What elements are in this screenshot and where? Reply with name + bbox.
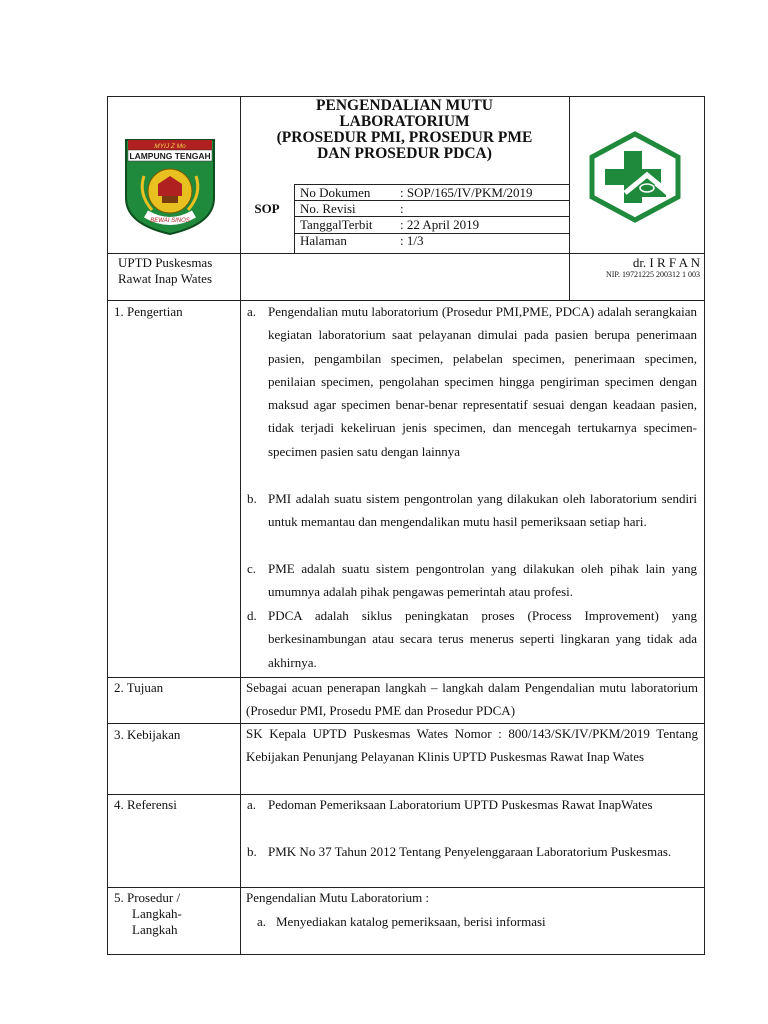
section-label-pengertian: 1. Pengertian: [114, 304, 183, 319]
list-item: [247, 840, 697, 887]
label-line-3: Langkah: [132, 922, 178, 937]
item-marker: b.: [247, 844, 257, 859]
list-item: [247, 604, 697, 674]
item-text: Pengendalian mutu laboratorium (Prosedur PMI,PME, PDCA) adalah serangkaian kegiatan laboratorium saat pelayanan dimulai pada pasien berupa penerimaan pasien, pengambilan specimen, pelabelan specimen, penerimaan specimen, penilaian specimen, pengolahan specimen hingga pengiriman specimen dengan maksud agar specimen benar-benar representatif sesuai dengan keadaan pasien, tidak terjadi kekeliruan jenis specimen, dan mencegah tertukarnya specimen-specimen pasien satu dengan lainnya: [268, 304, 697, 459]
title-line-4: DAN PROSEDUR PDCA): [317, 145, 492, 162]
item-text: PDCA adalah siklus peningkatan proses (Process Improvement) yang berkesinambungan atau secara terus menerus seperti lingkaran yang tidak ada akhirnya.: [268, 608, 697, 670]
logo-motto-bottom: BEWAI SINOS: [150, 218, 190, 224]
meta-value: : SOP/165/IV/PKM/2019: [400, 185, 533, 200]
puskesmas-logo: [587, 131, 683, 223]
item-marker: a.: [247, 304, 257, 319]
section-label-referensi: 4. Referensi: [114, 797, 177, 812]
meta-value: : 1/3: [400, 233, 424, 248]
list-item: [247, 487, 697, 557]
title-line-1: PENGENDALIAN MUTU: [316, 97, 493, 114]
lampung-tengah-logo: [124, 136, 216, 236]
item-text: PMI adalah suatu sistem pengontrolan yang dilakukan oleh laboratorium sendiri untuk memantau dan mengendalikan mutu hasil pemeriksaan setiap hari.: [268, 491, 697, 530]
item-text: Pedoman Pemeriksaan Laboratorium UPTD Puskesmas Rawat InapWates: [268, 797, 653, 812]
label-line-1: 5. Prosedur /: [114, 890, 181, 905]
sop-label: SOP: [254, 201, 280, 216]
meta-row-no-dokumen: [300, 185, 566, 201]
meta-label: No. Revisi: [300, 201, 356, 216]
item-marker: c.: [247, 561, 257, 576]
meta-label: Halaman: [300, 233, 347, 248]
meta-value: : 22 April 2019: [400, 217, 480, 232]
title-line-3: (PROSEDUR PMI, PROSEDUR PME: [276, 129, 533, 146]
list-item: [247, 793, 697, 840]
logo-region-text: LAMPUNG TENGAH: [129, 151, 211, 161]
meta-row-no-revisi: [300, 201, 566, 217]
meta-label: No Dokumen: [300, 185, 371, 200]
item-text: Menyediakan katalog pemeriksaan, berisi informasi: [276, 914, 546, 929]
label-line-2: Langkah-: [132, 906, 182, 921]
meta-row-halaman: [300, 233, 566, 249]
item-marker: a.: [257, 914, 267, 929]
logo-motto-top: MYIJ Z Mo: [154, 143, 186, 150]
item-marker: d.: [247, 608, 257, 623]
section-text-tujuan: Sebagai acuan penerapan langkah – langkah dalam Pengendalian mutu laboratorium (Prosedur PMI, Prosedu PME dan Prosedur PDCA): [246, 680, 698, 719]
prosedur-intro: Pengendalian Mutu Laboratorium :: [246, 890, 430, 905]
item-text: PME adalah suatu sistem pengontrolan yang dilakukan oleh pihak lain yang umumnya adalah pihak pengawas pemerintah atau profesi.: [268, 561, 697, 600]
title-line-2: LABORATORIUM: [339, 113, 470, 130]
item-text: PMK No 37 Tahun 2012 Tentang Penyelenggaraan Laboratorium Puskesmas.: [268, 844, 672, 859]
section-label-kebijakan: 3. Kebijakan: [114, 727, 181, 742]
document-title: [243, 98, 566, 162]
item-marker: a.: [247, 797, 257, 812]
institution-name: UPTD Puskesmas Rawat Inap Wates: [118, 255, 213, 286]
section-label-tujuan: 2. Tujuan: [114, 680, 164, 695]
item-marker: b.: [247, 491, 257, 506]
meta-value: :: [400, 201, 404, 216]
signer-nip: NIP. 19721225 200312 1 003: [605, 270, 700, 279]
list-item: [247, 557, 697, 604]
section-label-prosedur: [114, 890, 238, 938]
list-item: [247, 300, 697, 487]
signer-name: dr. I R F A N: [632, 255, 700, 270]
meta-label: TanggalTerbit: [300, 217, 373, 232]
section-text-kebijakan: SK Kepala UPTD Puskesmas Wates Nomor : 800/143/SK/IV/PKM/2019 Tentang Kebijakan Penunjang Pelayanan Klinis UPTD Puskesmas Rawat Inap Wates: [246, 726, 698, 765]
list-item: [257, 910, 697, 934]
meta-row-tanggal-terbit: [300, 217, 566, 233]
